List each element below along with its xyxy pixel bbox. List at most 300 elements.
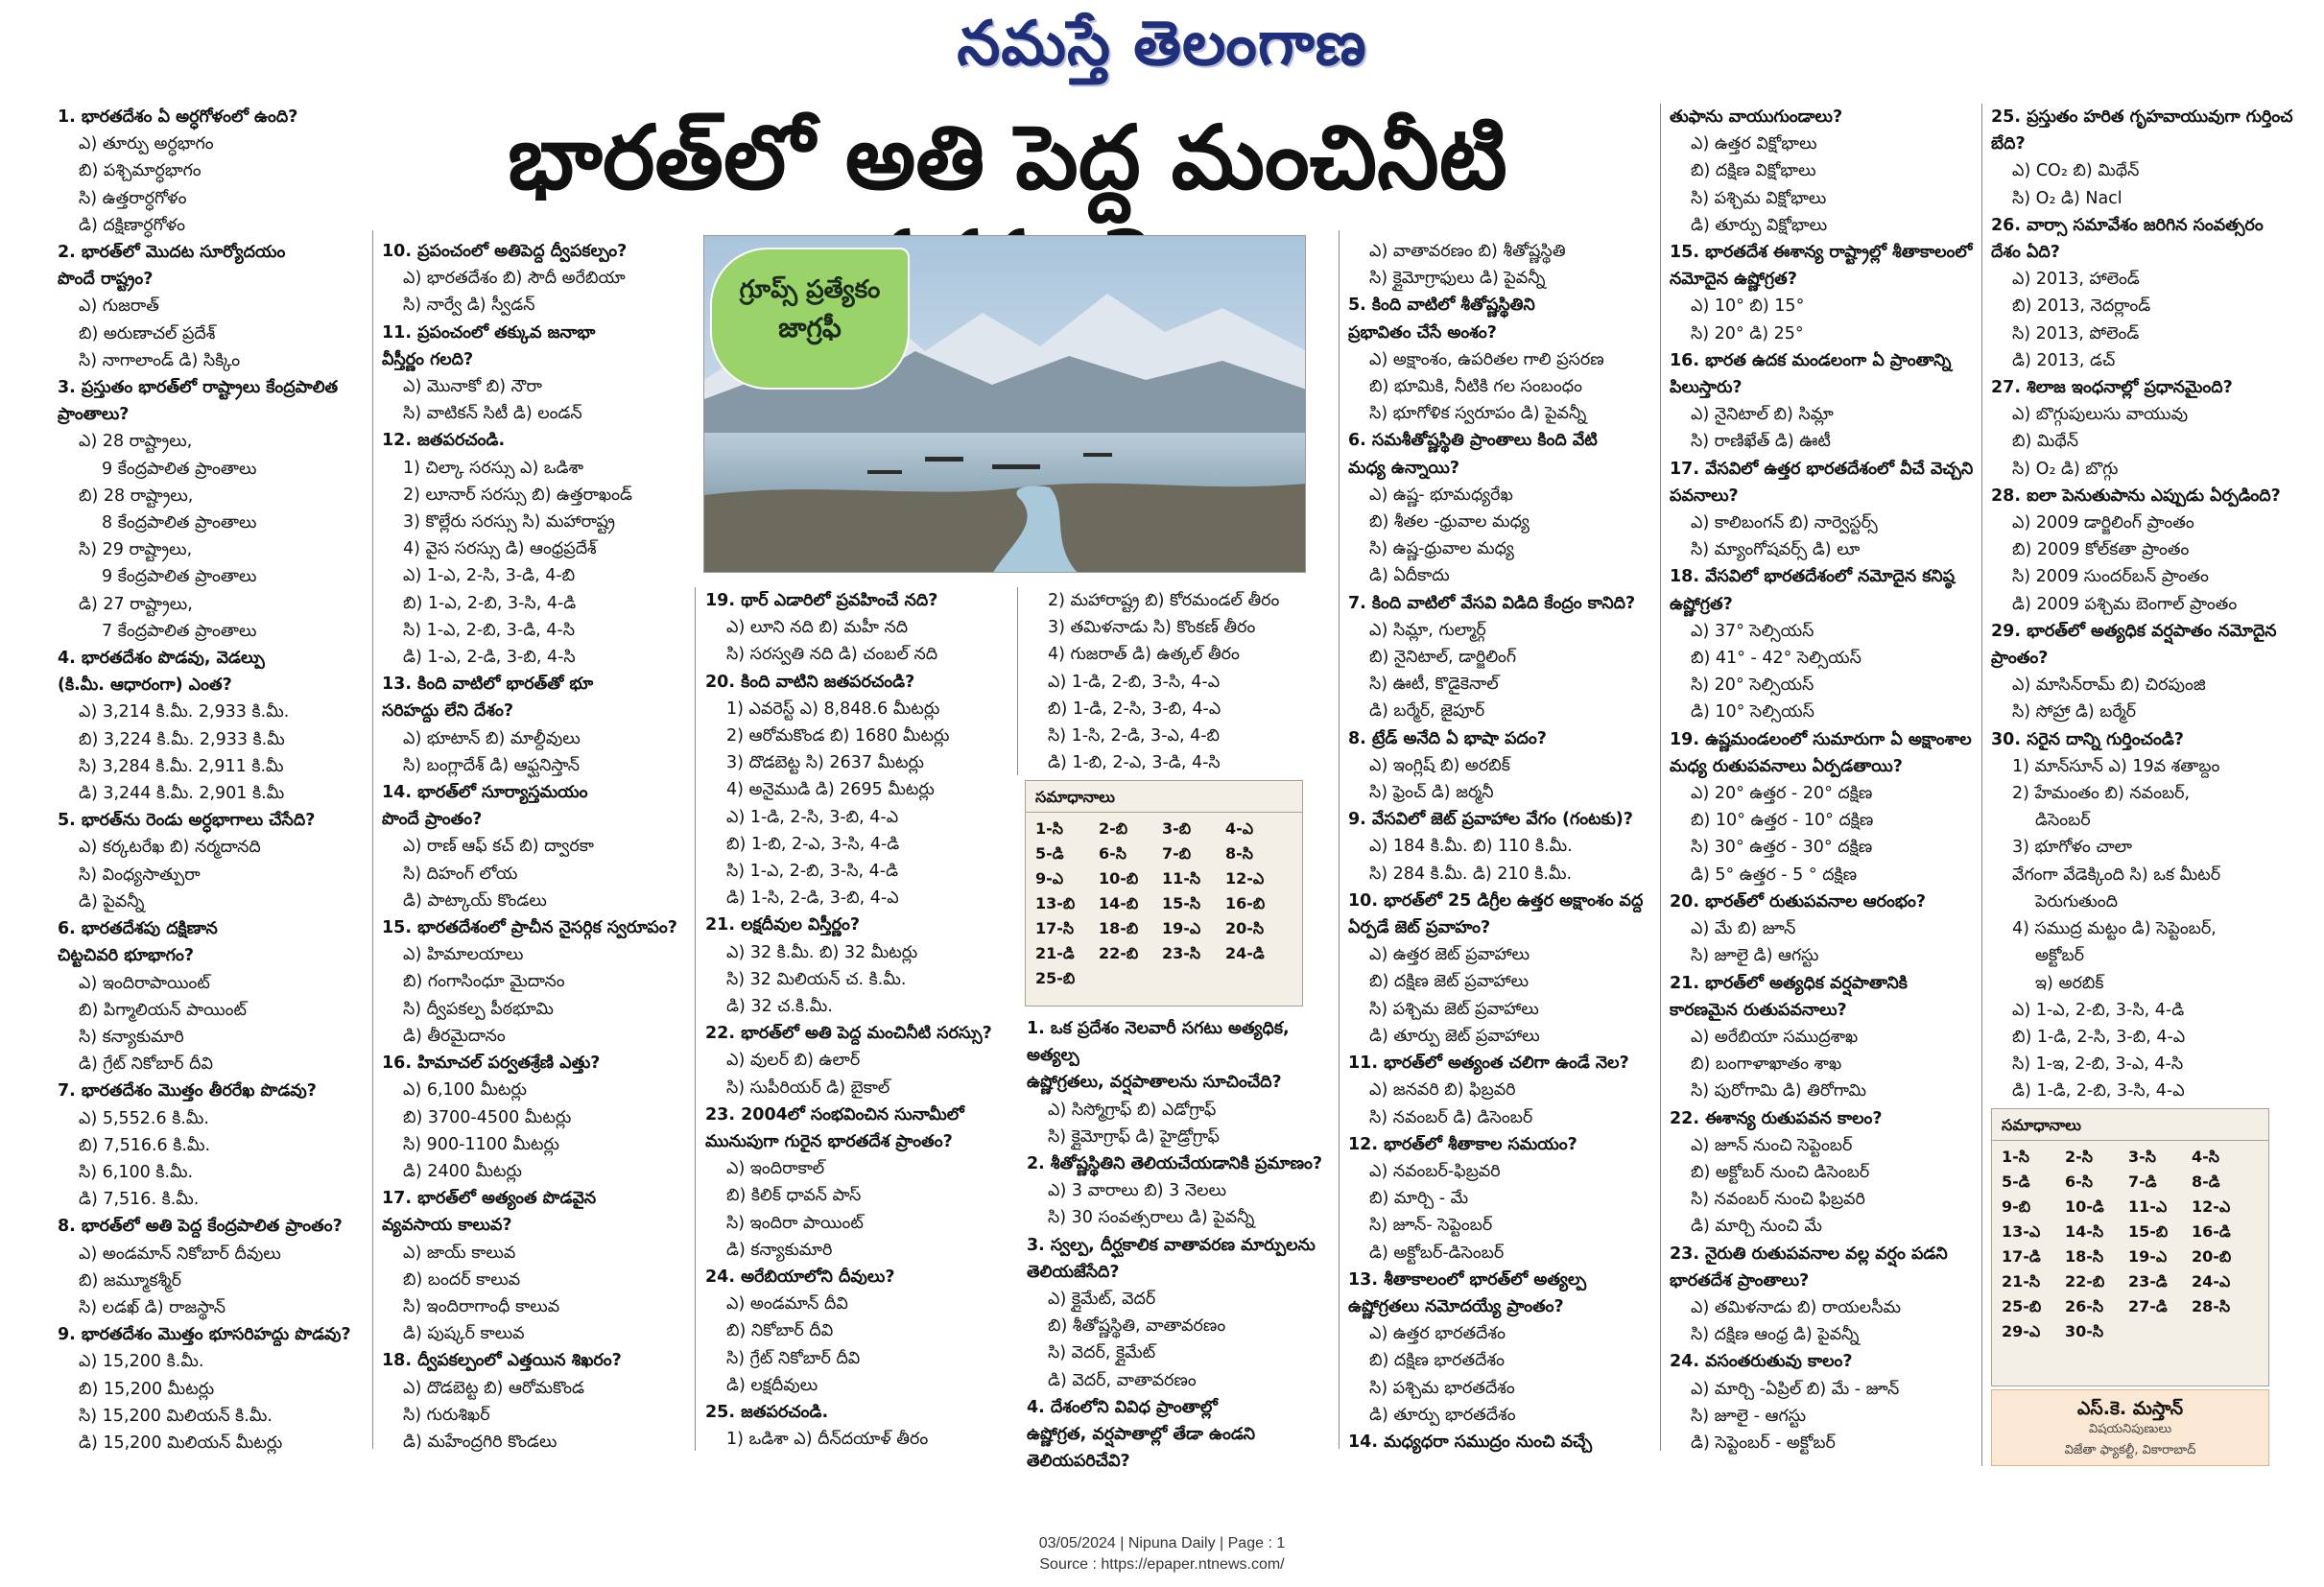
answer-cell: 13-బి <box>1035 894 1076 912</box>
answer-cell: 3-బి <box>1162 819 1192 838</box>
answers-table <box>1033 817 1287 991</box>
answer-cell: 24-ఎ <box>2192 1272 2231 1291</box>
option-text: బి) 1-డి, 2-సి, 3-బి, 4-ఎ <box>2012 1027 2186 1047</box>
question-text: 28. ఐలా పెనుతుపాను ఎప్పుడు ఏర్పడింది? <box>1991 486 2281 506</box>
option-text: సి) వింధ్యసాత్పురా <box>79 865 201 885</box>
option-text: సి) 32 మిలియన్ చ. కి.మీ. <box>726 969 907 989</box>
answer-row <box>2000 1195 2253 1220</box>
option-text: సి) పశ్చిమ భారతదేశం <box>1369 1378 1515 1398</box>
answer-cell: 16-బి <box>1225 894 1266 912</box>
answer-row <box>1033 966 1287 991</box>
question-text: 6. భారతదేశపు దక్షిణాన <box>58 919 218 939</box>
answer-cell: 27-డి <box>2128 1297 2168 1315</box>
answer-cell: 11-ఎ <box>2128 1197 2168 1216</box>
option-text: 4) అనైముడి డి) 2695 మీటర్లు <box>726 780 935 800</box>
question-text: 23. 2004లో సంభవించిన సునామీలో <box>705 1104 964 1125</box>
answer-row <box>2000 1294 2253 1319</box>
answer-cell: 29-ఎ <box>2002 1322 2041 1340</box>
option-text: సి) వెదర్, క్లైమేట్ <box>1048 1343 1156 1363</box>
answer-cell: 7-బి <box>1162 844 1192 863</box>
column-4-bottom <box>1027 1015 1343 1475</box>
option-text: డి) 32 చ.కి.మీ. <box>726 997 833 1017</box>
option-text: ఎ) 15,200 కి.మీ. <box>79 1352 204 1372</box>
option-text: బి) మిథేన్ <box>2012 432 2079 452</box>
question-text: 7. భారతదేశం మొత్తం తీరరేఖ పొడవు? <box>58 1081 317 1101</box>
option-text: సి) 1-ఇ, 2-బి, 3-ఎ, 4-సి <box>2012 1054 2184 1075</box>
option-text: 1) మాన్‌సూన్ ఎ) 19వ శతాబ్దం <box>2012 756 2220 776</box>
question-text: 14. భారత్‌లో సూర్యాస్తమయం <box>382 783 588 803</box>
question-text: 9. వేసవిలో జెట్ ప్రవాహాల వేగం (గంటకు)? <box>1348 810 1633 830</box>
option-text: 1) చిల్కా సరస్సు ఎ) ఒడిశా <box>403 458 584 478</box>
option-text: సి) జూలై - ఆగస్టు <box>1691 1406 1807 1426</box>
option-text: సి) రాణిఖేత్ డి) ఊటీ <box>1691 432 1831 452</box>
option-text: 9 కేంద్రపాలిత ప్రాంతాలు <box>102 459 257 479</box>
answer-cell: 15-సి <box>1162 894 1201 912</box>
option-text: ఎ) భారతదేశం బి) సౌదీ అరేబియా <box>403 269 626 289</box>
answer-cell: 28-సి <box>2192 1297 2231 1315</box>
question-text: పొందే రాష్ట్రం? <box>58 270 154 290</box>
question-text: 12. జతపరచండి. <box>382 431 506 451</box>
option-text: డి) పైవన్నీ <box>79 891 145 912</box>
answer-cell: 10-డి <box>2065 1197 2104 1216</box>
option-text: సి) కన్యాకుమారి <box>79 1027 184 1047</box>
question-text: ఏర్పడే జెట్ ప్రవాహం? <box>1348 918 1491 938</box>
option-text: సి) 2013, పోలెండ్ <box>2012 323 2140 343</box>
option-text: 2) ఆరోమకొండ బి) 1680 మీటర్లు <box>726 726 950 746</box>
question-text: 2. భారత్‌లో మొదట సూర్యోదయం <box>58 243 286 263</box>
question-text: 19. ఉష్ణమండలంలో సుమారుగా ఏ అక్షాంశాల <box>1670 729 1972 749</box>
option-text: ఎ) 2009 డార్జిలింగ్ ప్రాంతం <box>2012 513 2194 533</box>
option-text: సి) 30° ఉత్తర - 30° దక్షిణ <box>1691 838 1873 858</box>
question-text: 2. శీతోష్ణస్థితిని తెలియచేయడానికి ప్రమాణం? <box>1027 1154 1323 1174</box>
answer-cell: 1-సి <box>1035 819 1064 838</box>
option-text: 2) హేమంతం బి) నవంబర్, <box>2012 784 2191 804</box>
option-text: సి) ఇందిరా పాయింట్ <box>726 1213 864 1233</box>
option-text: బి) అక్టోబర్ నుంచి డిసెంబర్ <box>1691 1162 1870 1182</box>
footer-date-line: 03/05/2024 | Nipuna Daily | Page : 1 <box>1038 1535 1286 1551</box>
option-text: సి) ఇందిరాగాంధీ కాలువ <box>403 1296 560 1316</box>
question-text: వీస్తీర్ణం గలది? <box>382 349 474 369</box>
option-text: డి) 2009 పశ్చిమ బెంగాల్ ప్రాంతం <box>2012 594 2238 614</box>
answer-row <box>1033 941 1287 966</box>
question-text: 17. భారత్‌లో అత్యంత పొడవైన <box>382 1189 597 1209</box>
option-text: 3) కొల్లేరు సరస్సు సి) మహారాష్ట్ర <box>403 512 616 533</box>
author-org: విజేతా ఫ్యాకల్టీ, వికారాబాద్ <box>2064 1443 2196 1457</box>
option-text: ఎ) ఉష్ణ- భూమధ్యరేఖ <box>1369 485 1513 505</box>
option-text: సి) దక్షిణ ఆంధ్ర డి) పైవన్నీ <box>1691 1325 1860 1345</box>
option-text: పెరుగుతుంది <box>2035 891 2119 912</box>
question-text: 5. కింది వాటిలో శీతోష్ణస్థితిని <box>1348 296 1535 316</box>
option-text: ఎ) 184 కి.మీ. బి) 110 కి.మీ. <box>1369 837 1573 857</box>
column-5 <box>1348 238 1655 1456</box>
option-text: డి) 10° సెల్సియస్ <box>1691 702 1814 722</box>
answer-cell: 18-బి <box>1099 919 1139 937</box>
option-text: సి) 1-ఎ, 2-బి, 3-డి, 4-సి <box>403 620 576 640</box>
question-text: 1. ఒక ప్రదేశం నెలవారీ సగటు అత్యధిక, అత్యల్ప <box>1027 1019 1290 1066</box>
option-text: ఎ) అండమాన్ దీవి <box>726 1294 848 1315</box>
option-text: ఎ) గుజరాత్ <box>79 296 159 317</box>
question-text: (కి.మీ. ఆధారంగా) ఎంత? <box>58 675 232 696</box>
answer-cell: 20-సి <box>1225 919 1265 937</box>
answer-cell: 5-డి <box>1035 844 1064 863</box>
question-text: 6. సమశీతోష్ణస్థితి ప్రాంతాలు కింది వేటి <box>1348 431 1598 451</box>
answers-title: సమాధానాలు <box>1992 1109 2268 1141</box>
question-text: 10. భారత్‌లో 25 డిగ్రీల ఉత్తర అక్షాంశం వద్ద <box>1348 890 1644 911</box>
column-divider <box>695 587 696 1451</box>
question-text: 22. ఈశాన్య రుతుపవన కాలం? <box>1670 1108 1883 1128</box>
option-text: బి) కిలిక్ ధావన్ పాస్ <box>726 1186 862 1206</box>
question-text: 4. భారతదేశం పొడవు, వెడల్పు <box>58 649 265 669</box>
question-text: 10. ప్రపంచంలో అతిపెద్ద ద్వీపకల్పం? <box>382 242 628 261</box>
question-text: పవనాలు? <box>1670 486 1739 506</box>
option-text: సి) ఫ్రెంచ్ డి) జర్మనీ <box>1369 783 1494 803</box>
option-text: సి) 20° సెల్సియస్ <box>1691 675 1814 696</box>
author-name: ఎస్.కె. మస్తాన్ <box>2076 1398 2184 1419</box>
option-text: సి) పురోగామి డి) తిరోగామి <box>1691 1081 1867 1101</box>
option-text: సి) నవంబర్ నుంచి ఫిబ్రవరి <box>1691 1190 1865 1210</box>
option-text: డి) బర్మేర్, జైపూర్ <box>1369 701 1485 722</box>
answer-cell: 20-బి <box>2192 1247 2232 1266</box>
question-text: 15. భారతదేశ ఈశాన్య రాష్ట్రాల్లో శీతాకాలంలో <box>1670 243 1973 263</box>
option-text: సి) ఉష్ణ-ధ్రువాల మధ్య <box>1369 539 1514 559</box>
option-text: ఎ) వులర్ బి) ఉలార్ <box>726 1051 861 1071</box>
option-text: సి) 15,200 మిలియన్ కి.మీ. <box>79 1406 273 1426</box>
option-text: బి) 3,224 కి.మీ. 2,933 కి.మీ <box>79 729 285 749</box>
option-text: సి) 1-ఎ, 2-బి, 3-సి, 4-డి <box>726 862 899 882</box>
option-text: సి) నార్వే డి) స్వీడన్ <box>403 296 535 316</box>
column-2 <box>382 238 689 1456</box>
question-text: వ్యవసాయ కాలువ? <box>382 1216 512 1236</box>
option-text: సి) గ్రేట్ నికోబార్ దీవి <box>726 1348 861 1368</box>
option-text: ఎ) మే బి) జూన్ <box>1691 919 1796 939</box>
option-text: 1) ఎవరెస్ట్ ఎ) 8,848.6 మీటర్లు <box>726 699 940 719</box>
option-text: సి) 29 రాష్ట్రాలు, <box>79 540 193 560</box>
question-text: 20. భారత్‌లో రుతుపవనాల ఆరంభం? <box>1670 891 1926 912</box>
option-text: 1) ఒడిశా ఎ) దీన్‌దయాళ్ తీరం <box>726 1430 929 1450</box>
question-text: 29. భారత్‌లో అత్యధిక వర్షపాతం నమోదైన <box>1991 621 2277 641</box>
option-text: సి) మ్యాంగోషవర్స్ డి) లూ <box>1691 540 1861 560</box>
option-text: 3) దొడబెట్ట సి) 2637 మీటర్లు <box>726 753 924 773</box>
option-text: బి) 2013, నెదర్లాండ్ <box>2012 296 2151 317</box>
option-text: ఎ) తూర్పు అర్ధభాగం <box>79 134 214 154</box>
option-text: బి) 41° - 42° సెల్సియస్ <box>1691 649 1862 669</box>
answer-row <box>2000 1244 2253 1269</box>
option-text: ఎ) దొడబెట్ట బి) ఆరోమకొండ <box>403 1378 584 1398</box>
answer-cell: 25-బి <box>2002 1297 2042 1315</box>
author-role: విషయనిపుణులు <box>2088 1422 2172 1436</box>
option-text: డి) 3,244 కి.మీ. 2,901 కి.మీ <box>79 784 285 804</box>
badge-line-1: గ్రూప్స్ ప్రత్యేకం <box>739 275 881 304</box>
answer-cell: 7-డి <box>2128 1172 2157 1191</box>
answer-cell: 19-ఎ <box>1162 919 1201 937</box>
option-text: ఎ) నైనిటాల్ బి) సిమ్లా <box>1691 405 1834 425</box>
column-4-top <box>1027 587 1343 776</box>
option-text: ఎ) ఉత్తర జెట్ ప్రవాహాలు <box>1369 945 1530 965</box>
question-text: 11. ప్రపంచంలో తక్కువ జనాభా <box>382 322 596 343</box>
column-3 <box>705 587 1012 1454</box>
option-text: ఎ) వాతావరణం బి) శీతోష్ణస్థితి <box>1369 242 1566 261</box>
option-text: డి) అక్టోబర్-డిసెంబర్ <box>1369 1243 1505 1263</box>
question-text: 27. శిలాజ ఇంధనాల్లో ప్రధానమైంది? <box>1991 378 2233 398</box>
option-text: అక్టోబర్ <box>2035 946 2085 966</box>
option-text: ఎ) కర్కటరేఖ బి) నర్మదానది <box>79 838 261 858</box>
question-text: 14. మధ్యధరా సముద్రం నుంచి వచ్చే <box>1348 1432 1593 1452</box>
option-text: సి) నవంబర్ డి) డిసెంబర్ <box>1369 1107 1533 1127</box>
question-text: 5. భారత్‌ను రెండు అర్ధభాగాలు చేసేది? <box>58 811 316 831</box>
answer-cell: 15-బి <box>2128 1222 2169 1241</box>
answer-cell: 1-సి <box>2002 1148 2030 1166</box>
option-text: డి) తీరమైదానం <box>403 1026 506 1046</box>
option-text: ఎ) బొగ్గుపులుసు వాయువు <box>2012 405 2189 425</box>
question-text: 24. అరేబియాలోని దీవులు? <box>705 1267 895 1288</box>
option-text: ఎ) 20° ఉత్తర - 20° దక్షిణ <box>1691 784 1873 804</box>
option-text: 2) లూనార్ సరస్సు బి) ఉత్తరాఖండ్ <box>403 485 632 505</box>
question-text: ఉష్ణోగ్రత, వర్షపాతాల్లో తేడా ఉండని <box>1027 1425 1256 1445</box>
option-text: ఎ) 6,100 మీటర్లు <box>403 1080 527 1101</box>
option-text: బి) దక్షిణ జెట్ ప్రవాహాలు <box>1369 972 1530 992</box>
question-text: ఉష్ణోగ్రతలు నమోదయ్యే ప్రాంతం? <box>1348 1296 1564 1316</box>
option-text: బి) మార్చి - మే <box>1369 1189 1469 1209</box>
option-text: ఎ) ఉత్తర భారతదేశం <box>1369 1324 1506 1344</box>
headline: భారత్‌లో అతి పెద్ద మంచినీటి <box>508 107 1507 209</box>
answer-row <box>2000 1220 2253 1244</box>
answer-cell: 13-ఎ <box>2002 1222 2041 1241</box>
option-text: ఎ) 3 వారాలు బి) 3 నెలలు <box>1048 1181 1227 1201</box>
option-text: డి) కన్యాకుమారి <box>726 1240 833 1260</box>
option-text: బి) 10° ఉత్తర - 10° దక్షిణ <box>1691 811 1874 831</box>
question-text: 17. వేసవిలో ఉత్తర భారతదేశంలో వీచే వెచ్చని <box>1670 459 1974 479</box>
question-text: తుఫాను వాయుగుండాలు? <box>1670 107 1843 127</box>
option-text: ఎ) 1-డి, 2-సి, 3-బి, 4-ఎ <box>726 807 899 827</box>
option-text: సి) లడఖ్ డి) రాజస్థాన్ <box>79 1297 226 1317</box>
question-text: 11. భారత్‌లో అత్యంత చలిగా ఉండే నెల? <box>1348 1054 1629 1074</box>
page-footer <box>0 1533 2324 1575</box>
question-text: 8. ట్రేడ్ అనేది ఏ భాషా పదం? <box>1348 728 1547 748</box>
option-text: సి) 284 కి.మీ. డి) 210 కి.మీ. <box>1369 864 1573 884</box>
option-text: డి) 1-బి, 2-ఎ, 3-డి, 4-సి <box>1048 753 1221 773</box>
answer-row <box>1033 841 1287 866</box>
option-text: సి) గురుశిఖర్ <box>403 1405 490 1425</box>
option-text: ఎ) మార్చి -ఏప్రిల్ బి) మే - జూన్ <box>1691 1379 1900 1399</box>
option-text: ఎ) 1-డి, 2-బి, 3-సి, 4-ఎ <box>1048 672 1221 692</box>
option-text: సి) 2009 సుందర్‌బన్ ప్రాంతం <box>2012 567 2209 587</box>
option-text: సి) క్లైమోగ్రాఫ్ డి) హైడ్రోగ్రాఫ్ <box>1048 1126 1220 1147</box>
option-text: బి) 2009 కోల్‌కతా ప్రాంతం <box>2012 540 2190 560</box>
answer-cell: 14-బి <box>1099 894 1139 912</box>
option-text: 7 కేంద్రపాలిత ప్రాంతాలు <box>102 621 257 641</box>
option-text: బి) పిగ్మాలియన్ పాయింట్ <box>79 1000 247 1020</box>
question-text: 20. కింది వాటిని జతపరచండి? <box>705 672 915 692</box>
option-text: ఇ) అరబిక్ <box>2035 973 2104 993</box>
option-text: సి) సోహ్రా డి) బర్మేర్ <box>2012 702 2137 722</box>
option-text: డి) సెప్టెంబర్ - అక్టోబర్ <box>1691 1433 1836 1453</box>
question-text: 13. శీతాకాలంలో భారత్‌లో అత్యల్ప <box>1348 1269 1587 1290</box>
option-text: ఎ) CO₂ బి) మిథేన్ <box>2012 161 2140 181</box>
answer-row <box>2000 1170 2253 1195</box>
question-text: 22. భారత్‌లో అతి పెద్ద మంచినీటి సరస్సు? <box>705 1024 992 1044</box>
option-text: డి) గ్రేట్ నికోబార్ దీవి <box>79 1054 213 1075</box>
answer-cell <box>1160 966 1223 991</box>
answer-cell <box>1223 966 1287 991</box>
option-text: బి) 1-ఎ, 2-బి, 3-సి, 4-డి <box>403 593 577 613</box>
question-text: 25. ప్రస్తుతం హరిత గృహవాయువుగా గుర్తించ <box>1991 107 2293 127</box>
answer-row <box>1033 866 1287 891</box>
question-text: 9. భారతదేశం మొత్తం భూసరిహద్దు పొడవు? <box>58 1325 351 1345</box>
column-6 <box>1670 104 1977 1457</box>
option-text: ఎ) 28 రాష్ట్రాలు, <box>79 432 193 452</box>
answer-cell: 18-సి <box>2065 1247 2104 1266</box>
answer-cell: 19-ఎ <box>2128 1247 2168 1266</box>
column-divider <box>1660 104 1661 1451</box>
option-text: సి) 1-సి, 2-డి, 3-ఎ, 4-బి <box>1048 726 1221 746</box>
question-text: 26. వార్సా సమావేశం జరిగిన సంవత్సరం <box>1991 215 2264 235</box>
question-text: 18. ద్వీపకల్పంలో ఎత్తయిన శిఖరం? <box>382 1351 622 1371</box>
answers-table <box>2000 1145 2253 1344</box>
question-text: పొందే ప్రాంతం? <box>382 810 483 830</box>
option-text: ఎ) ఇందిరాపాయింట్ <box>79 973 210 993</box>
option-text: సి) 900-1100 మీటర్లు <box>403 1134 559 1154</box>
question-text: భారతదేశ ప్రాంతాలు? <box>1670 1270 1810 1291</box>
question-text: ఉష్ణోగ్రతలు, వర్షపాతాలను సూచించేది? <box>1027 1073 1282 1093</box>
option-text: ఎ) ఇందిరాకాల్ <box>726 1159 825 1179</box>
answer-cell: 17-డి <box>2002 1247 2041 1266</box>
answers-box-2 <box>1991 1108 2269 1386</box>
option-text: బి) 7,516.6 కి.మీ. <box>79 1135 211 1155</box>
question-text: బేది? <box>1991 134 2026 154</box>
option-text: ఎ) మాసిన్‌రామ్ బి) చిరపుంజి <box>2012 675 2206 696</box>
option-text: ఎ) క్లైమేట్, వెదర్ <box>1048 1290 1156 1310</box>
option-text: 4) గుజరాత్ డి) ఉత్కల్ తీరం <box>1048 645 1240 665</box>
question-text: మధ్య రుతుపవనాలు ఏర్పడతాయి? <box>1670 756 1903 776</box>
option-text: డి) ఏదీకాదు <box>1369 566 1450 586</box>
option-text: సి) O₂ డి) బొగ్గు <box>2012 459 2119 479</box>
option-text: సి) సుపీరియర్ డి) బైకాల్ <box>726 1078 890 1098</box>
question-text: 4. దేశంలోని వివిధ ప్రాంతాల్లో <box>1027 1397 1218 1417</box>
option-text: బి) 15,200 మీటర్లు <box>79 1379 215 1399</box>
question-text: ప్రాంతాలు? <box>58 405 130 425</box>
option-text: సి) ఊటీ, కొడైకెనాల్ <box>1369 675 1499 695</box>
answer-cell: 16-డి <box>2192 1222 2231 1241</box>
question-text: 7. కింది వాటిలో వేసవి విడిది కేంద్రం కానిది? <box>1348 593 1636 613</box>
option-text: ఎ) అక్షాంశం, ఉపరితల గాలి ప్రసరణ <box>1369 349 1604 369</box>
answer-cell: 23-సి <box>1162 944 1201 962</box>
question-text: 21. లక్షదీవుల విస్తీర్ణం? <box>705 915 861 936</box>
option-text: సి) క్లైమోగ్రాఫులు డి) పైవన్నీ <box>1369 269 1546 289</box>
column-1 <box>58 104 365 1457</box>
answer-cell: 12-ఎ <box>1225 869 1265 888</box>
question-text: 24. వసంతరుతువు కాలం? <box>1670 1352 1853 1372</box>
question-text: కారణమైన రుతుపవనాలు? <box>1670 1000 1847 1020</box>
column-7 <box>1991 104 2298 1105</box>
question-text: సరిహద్దు లేని దేశం? <box>382 701 514 722</box>
masthead: నమస్తే తెలంగాణ <box>957 8 1367 80</box>
question-text: ప్రాంతం? <box>1991 649 2049 669</box>
answer-cell: 24-డి <box>1225 944 1265 962</box>
question-text: నమోదైన ఉష్ణోగ్రత? <box>1670 270 1797 290</box>
footer-source-line: Source : https://epaper.ntnews.com/ <box>1039 1556 1285 1573</box>
option-text: ఎ) అండమాన్ నికోబార్ దీవులు <box>79 1244 281 1264</box>
option-text: ఎ) 3,214 కి.మీ. 2,933 కి.మీ. <box>79 702 290 722</box>
option-text: బి) గంగాసింధూ మైదానం <box>403 972 565 992</box>
answer-cell: 8-సి <box>1225 844 1254 863</box>
question-text: 25. జతపరచండి. <box>705 1403 829 1423</box>
question-text: 16. హిమాచల్ పర్వతశ్రేణి ఎత్తు? <box>382 1054 601 1074</box>
option-text: ఎ) భూటాన్ బి) మాల్దీవులు <box>403 728 581 748</box>
option-text: సి) 20° డి) 25° <box>1691 323 1804 343</box>
option-text: బి) భూమికి, నీటికి గల సంబంధం <box>1369 377 1582 397</box>
answer-cell: 23-డి <box>2128 1272 2168 1291</box>
answer-cell: 26-సి <box>2065 1297 2104 1315</box>
question-text: 30. సరైన దాన్ని గుర్తించండి? <box>1991 729 2184 749</box>
badge-line-2: జాగ్రఫీ <box>778 312 842 343</box>
option-text: వేగంగా వేడెక్కింది సి) ఒక మీటర్ <box>2012 865 2221 885</box>
option-text: డిసెంబర్ <box>2035 811 2091 831</box>
option-text: ఎ) 10° బి) 15° <box>1691 296 1805 317</box>
option-text: డి) మహేంద్రగిరి కొండలు <box>403 1432 557 1452</box>
question-text: 15. భారతదేశంలో ప్రాచీన నైసర్గిక స్వరూపం? <box>382 918 677 938</box>
option-text: బి) జమ్మూకశ్మీర్ <box>79 1270 181 1291</box>
option-text: 9 కేంద్రపాలిత ప్రాంతాలు <box>102 567 257 587</box>
option-text: ఎ) 1-ఎ, 2-సి, 3-డి, 4-బి <box>403 566 576 586</box>
option-text: ఎ) నవంబర్-ఫిబ్రవరి <box>1369 1161 1501 1181</box>
option-text: 3) తమిళనాడు సి) కొంకణ్ తీరం <box>1048 618 1256 638</box>
answer-cell: 4-ఎ <box>1225 819 1254 838</box>
option-text: సి) 30 సంవత్సరాలు డి) పైవన్నీ <box>1048 1208 1255 1228</box>
answer-cell <box>2190 1319 2253 1344</box>
question-text: 1. భారతదేశం ఏ అర్ధగోళంలో ఉంది? <box>58 107 298 127</box>
groups-special-badge <box>710 248 910 390</box>
answer-row <box>2000 1319 2253 1344</box>
option-text: సి) ఉత్తరార్ధగోళం <box>79 188 187 208</box>
option-text: బి) దక్షిణ భారతదేశం <box>1369 1351 1505 1371</box>
option-text: డి) దక్షిణార్ధగోళం <box>79 215 186 235</box>
option-text: సి) బంగ్లాదేశ్ డి) ఆఫ్ఘనిస్తాన్ <box>403 755 581 775</box>
answer-cell: 10-బి <box>1099 869 1139 888</box>
option-text: ఎ) 37° సెల్సియస్ <box>1691 621 1814 641</box>
option-text: ఎ) జాయ్ కాలువ <box>403 1243 516 1263</box>
option-text: సి) 3,284 కి.మీ. 2,911 కి.మీ <box>79 756 284 776</box>
option-text: సి) సరస్వతి నది డి) చంబల్ నది <box>726 645 938 665</box>
answer-row <box>2000 1145 2253 1170</box>
option-text: డి) 7,516. కి.మీ. <box>79 1190 200 1210</box>
option-text: బి) నికోబార్ దీవి <box>726 1321 834 1341</box>
option-text: సి) వాటికన్ సిటీ డి) లండన్ <box>403 404 582 424</box>
question-text: 13. కింది వాటిలో భారత్‌తో భూ <box>382 675 594 695</box>
option-text: ఎ) హిమాలయాలు <box>403 945 524 965</box>
answers-title: సమాధానాలు <box>1026 781 1302 813</box>
option-text: సి) పశ్చిమ విక్షోభాలు <box>1691 188 1827 208</box>
answer-cell: 4-సి <box>2192 1148 2220 1166</box>
answer-cell: 12-ఎ <box>2192 1197 2231 1216</box>
option-text: డి) తూర్పు భారతదేశం <box>1369 1405 1516 1425</box>
option-text: ఎ) జనవరి బి) ఫిబ్రవరి <box>1369 1080 1516 1101</box>
option-text: బి) 3700-4500 మీటర్లు <box>403 1107 572 1127</box>
option-text: బి) పశ్చిమార్ధభాగం <box>79 161 202 181</box>
option-text: డి) 27 రాష్ట్రాలు, <box>79 594 193 614</box>
option-text: ఎ) అరేబియా సముద్రశాఖ <box>1691 1027 1859 1047</box>
question-text: 18. వేసవిలో భారతదేశంలో నమోదైన కనిష్ఠ <box>1670 567 1956 587</box>
option-text: బి) అరుణాచల్ ప్రదేశ్ <box>79 323 216 343</box>
option-text: సి) జూలై డి) ఆగస్టు <box>1691 946 1819 966</box>
option-text: బి) దక్షిణ విక్షోభాలు <box>1691 161 1816 181</box>
option-text: డి) తూర్పు జెట్ ప్రవాహాలు <box>1369 1026 1540 1046</box>
answer-cell <box>1097 966 1160 991</box>
answer-cell: 14-సి <box>2065 1222 2104 1241</box>
option-text: ఎ) 5,552.6 కి.మీ. <box>79 1108 209 1128</box>
question-text: 3. స్వల్ప, దీర్ఘకాలిక వాతావరణ మార్పులను <box>1027 1235 1316 1255</box>
answers-box-1 <box>1025 780 1303 1007</box>
question-text: 8. భారత్‌లో అతి పెద్ద కేంద్రపాలిత ప్రాంతం? <box>58 1217 343 1237</box>
